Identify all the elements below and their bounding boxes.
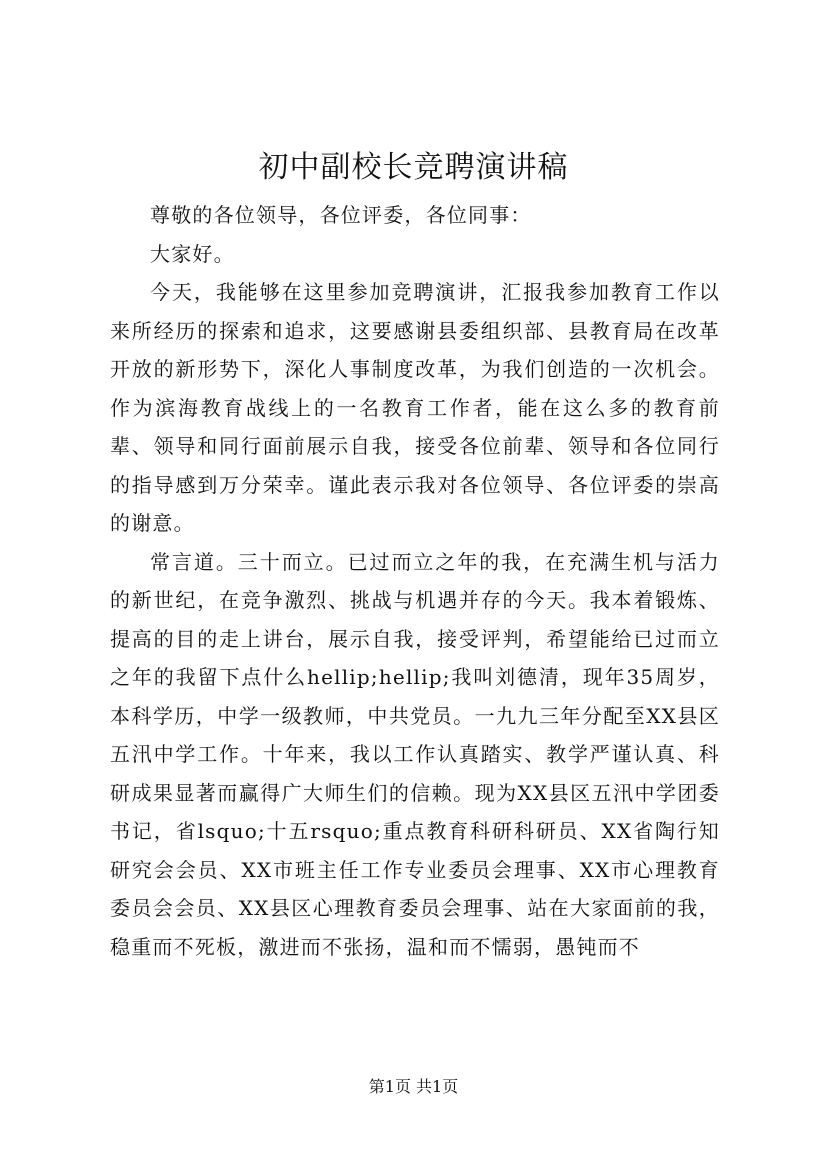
document-title: 初中副校长竞聘演讲稿 (258, 150, 569, 185)
paragraph-introduction: 今天，我能够在这里参加竞聘演讲，汇报我参加教育工作以来所经历的探索和追求，这要感谢县委组织部、县教育局在改革开放的新形势下，深化人事制度改革，为我们创造的一次机会。作为滨海教育战线上的一名教育工作者，能在这么多的教育前辈、领导和同行面前展示自我，接受各位前辈、领导和各位同行的指导感到万分荣幸。谨此表示我对各位领导、各位评委的崇高的谢意。 (110, 280, 720, 535)
paragraph-hello: 大家好。 (150, 241, 235, 266)
paragraph-greeting: 尊敬的各位领导，各位评委，各位同事： (150, 203, 532, 227)
page-footer: 第1页 共1页 (368, 1077, 459, 1096)
paragraph-self-introduction: 常言道。三十而立。已过而立之年的我，在充满生机与活力的新世纪，在竞争激烈、挑战与机遇并存的今天。我本着锻炼、提高的目的走上讲台，展示自我，接受评判，希望能给已过而立之年的我留下点什么hellip;hellip;我叫刘德清，现年35周岁，本科学历，中学一级教师，中共党员。一九九三年分配至XX县区五汛中学工作。十年来，我以工作认真踏实、教学严谨认真、科研成果显著而赢得广大师生们的信赖。现为XX县区五汛中学团委书记，省lsquo;十五rsquo;重点教育科研科研员、XX省陶行知研究会会员、XX市班主任工作专业委员会理事、XX市心理教育委员会会员、XX县区心理教育委员会理事、站在大家面前的我，稳重而不死板，激进而不张扬，温和而不懦弱，愚钝而不 (110, 549, 720, 959)
document-body (110, 196, 720, 966)
